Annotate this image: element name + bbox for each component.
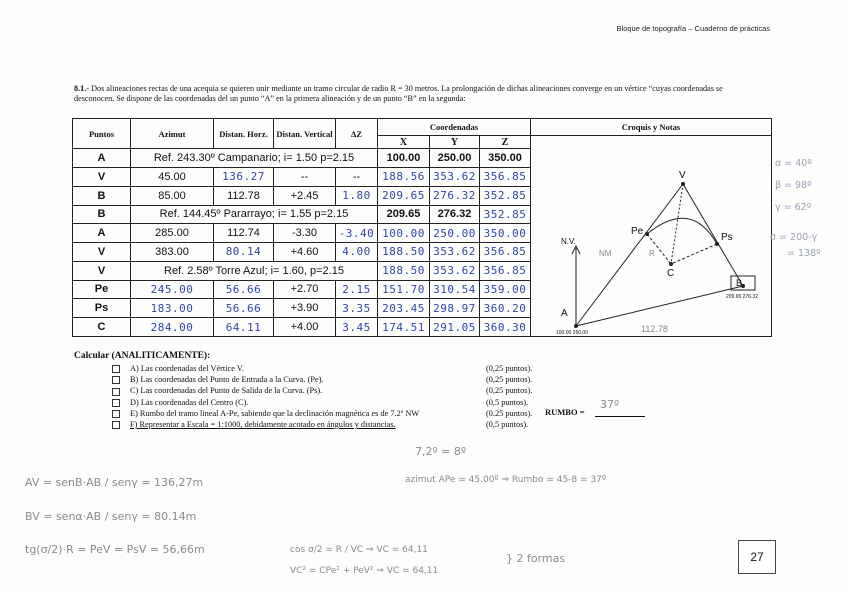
croquis-cell xyxy=(531,136,772,337)
cell-z: 352.85 xyxy=(480,205,531,224)
header-y: Y xyxy=(430,136,480,149)
cell-y: 291.05 xyxy=(430,318,480,337)
checkbox-icon xyxy=(112,399,120,407)
cell-point: A xyxy=(73,224,131,243)
radius-ps xyxy=(671,244,717,264)
cell-point: V xyxy=(73,261,131,280)
label-a-coords: 100.00 250.00 xyxy=(556,330,588,336)
cell-azimut: 45.00 xyxy=(131,168,214,187)
cell-dist-v: +4.60 xyxy=(274,243,336,262)
problem-statement xyxy=(74,84,764,104)
header-croquis: Croquis y Notas xyxy=(531,119,772,136)
point-pe xyxy=(645,232,649,236)
cell-azimut: 85.00 xyxy=(131,186,214,205)
calcular-item: D) Las coordenadas del Centro (C). xyxy=(112,397,419,408)
cell-point: B xyxy=(73,205,131,224)
point-a xyxy=(574,324,578,328)
checkbox-icon xyxy=(112,365,120,373)
circular-curve xyxy=(647,218,717,244)
cell-point: Ps xyxy=(73,299,131,318)
cell-point: Pe xyxy=(73,280,131,299)
label-b-coords: 209.65 276.32 xyxy=(726,294,758,300)
cell-dist-h: 112.78 xyxy=(214,186,274,205)
problem-number: 8.1.- xyxy=(74,84,90,93)
cell-z: 356.85 xyxy=(480,243,531,262)
cell-dist-h: 56.66 xyxy=(214,280,274,299)
label-r: R xyxy=(649,249,655,258)
cell-dist-h: 56.66 xyxy=(214,299,274,318)
cell-z: 350.00 xyxy=(480,149,531,168)
label-ps: Ps xyxy=(721,232,733,243)
cell-x: 188.56 xyxy=(378,168,430,187)
header-dist-vert: Distan. Vertical xyxy=(274,119,336,149)
points-label: (0,5 puntos). xyxy=(486,397,529,407)
rumbo-answer-line xyxy=(595,416,645,417)
cell-x: 151.70 xyxy=(378,280,430,299)
point-v xyxy=(681,182,685,186)
rumbo-value: 37º xyxy=(600,398,620,411)
cell-z: 356.85 xyxy=(480,168,531,187)
cell-x: 100.00 xyxy=(378,224,430,243)
cell-y: 276.32 xyxy=(430,186,480,205)
cell-azimut: 285.00 xyxy=(131,224,214,243)
points-label: (0,25 puntos). xyxy=(486,364,533,373)
cell-dist-v: +2.45 xyxy=(274,186,336,205)
cell-dist-v: +2.70 xyxy=(274,280,336,299)
checkbox-icon xyxy=(112,388,120,396)
checkbox-icon xyxy=(112,421,120,429)
cell-dist-h: 80.14 xyxy=(214,243,274,262)
cell-azimut: 383.00 xyxy=(131,243,214,262)
cell-y: 250.00 xyxy=(430,149,480,168)
cell-y: 250.00 xyxy=(430,224,480,243)
note-azimut: azimut APe = 45.00º ⇒ Rumbo = 45-8 = 37º xyxy=(405,475,607,485)
cell-z: 360.20 xyxy=(480,299,531,318)
cell-dist-v: -- xyxy=(274,168,336,187)
cell-x: 188.50 xyxy=(378,243,430,262)
cell-y: 310.54 xyxy=(430,280,480,299)
label-nv: N.V. xyxy=(561,237,576,246)
cell-reference: Ref. 2.58º Torre Azul; i= 1.60, p=2.15 xyxy=(131,261,378,280)
calcular-points xyxy=(486,363,532,430)
cell-dz: -3.40 xyxy=(336,224,378,243)
cell-x: 209.65 xyxy=(378,205,430,224)
cell-y: 276.32 xyxy=(430,205,480,224)
cell-azimut: 183.00 xyxy=(131,299,214,318)
cell-y: 353.62 xyxy=(430,168,480,187)
cell-point: V xyxy=(73,243,131,262)
cell-reference: Ref. 243.30º Campanario; i= 1.50 p=2.15 xyxy=(131,149,378,168)
cell-dz: 4.00 xyxy=(336,243,378,262)
cell-point: C xyxy=(73,318,131,337)
cell-azimut: 245.00 xyxy=(131,280,214,299)
calcular-title: Calcular (ANALITICAMENTE): xyxy=(74,351,211,361)
rumbo-label: RUMBO = xyxy=(545,407,585,417)
note-pyth: VC² = CPe² + PeV² ⇒ VC = 64,11 xyxy=(290,566,439,576)
note-bv: BV = senα·AB / senγ = 80.14m xyxy=(25,510,197,523)
cell-dz: 2.15 xyxy=(336,280,378,299)
points-label: (0,5 puntos). xyxy=(486,420,529,430)
header-dist-horz: Distan. Horz. xyxy=(214,119,274,149)
cell-dist-h: 136.27 xyxy=(214,168,274,187)
cell-dz: 1.80 xyxy=(336,186,378,205)
cell-z: 356.85 xyxy=(480,261,531,280)
note-declination: 7,2º = 8º xyxy=(415,445,467,458)
cell-y: 353.62 xyxy=(430,243,480,262)
cell-dist-h: 112.74 xyxy=(214,224,274,243)
problem-text: Dos alineaciones rectas de una acequia se quieren unir mediante un tramo circular de radio R = 30 metros. La prolongación de dichas alineaciones converge en un vértice “cuyas coordenadas se desconocen. Se dispone de las coordenadas del un punto “A” en la primera alineación y de un punto “B” en la segunda: xyxy=(74,84,723,103)
cell-x: 209.65 xyxy=(378,186,430,205)
label-b: B xyxy=(736,278,743,288)
alignment-v-b xyxy=(683,184,743,286)
note-cos: cos σ/2 = R / VC ⇒ VC = 64,11 xyxy=(290,545,428,555)
note-sigma-value: = 138º xyxy=(787,248,821,259)
note-tg: tg(σ/2)·R = PeV = PsV = 56,66m xyxy=(25,543,205,556)
cell-dist-h: 64.11 xyxy=(214,318,274,337)
label-pe: Pe xyxy=(631,226,644,237)
label-dist: 112.78 xyxy=(641,324,668,334)
note-sigma: σ = 200-γ xyxy=(770,232,818,243)
calcular-item: C) Las coordenadas del Punto de Salida de la Curva. (Ps). xyxy=(112,385,419,396)
croquis-sketch xyxy=(531,136,771,336)
header-coordenadas: Coordenadas xyxy=(378,119,531,136)
cell-y: 298.97 xyxy=(430,299,480,318)
cell-dist-v: +4.00 xyxy=(274,318,336,337)
points-label: (0,25 puntos). xyxy=(486,375,533,385)
label-v: V xyxy=(679,170,686,181)
points-label: (0.25 puntos). xyxy=(486,408,533,418)
header-z: Z xyxy=(480,136,531,149)
calcular-item: A) Las coordenadas del Vértice V. xyxy=(112,363,419,374)
point-ps xyxy=(715,242,719,246)
cell-x: 203.45 xyxy=(378,299,430,318)
cell-x: 188.50 xyxy=(378,261,430,280)
note-alpha: α = 40º xyxy=(775,158,812,169)
points-label: (0,25 puntos). xyxy=(486,386,533,396)
cell-y: 353.62 xyxy=(430,261,480,280)
data-table xyxy=(72,118,772,337)
cell-z: 360.30 xyxy=(480,318,531,337)
page-header: Bloque de topografía – Cuaderno de prácticas xyxy=(616,24,770,33)
cell-dz: 3.45 xyxy=(336,318,378,337)
cell-reference: Ref. 144.45º Pararrayo; i= 1.55 p=2.15 xyxy=(131,205,378,224)
point-c xyxy=(669,262,673,266)
checkbox-icon xyxy=(112,410,120,418)
cell-point: B xyxy=(73,186,131,205)
cell-dist-v: +3.90 xyxy=(274,299,336,318)
label-c: C xyxy=(667,268,675,279)
cell-z: 350.00 xyxy=(480,224,531,243)
cell-x: 100.00 xyxy=(378,149,430,168)
note-av: AV = senB·AB / senγ = 136,27m xyxy=(25,476,204,489)
label-a: A xyxy=(561,308,568,319)
calcular-list xyxy=(112,363,419,430)
cell-dist-v: -3.30 xyxy=(274,224,336,243)
note-formas: } 2 formas xyxy=(506,552,566,565)
header-puntos: Puntos xyxy=(73,119,131,149)
page-number: 27 xyxy=(738,540,776,574)
checkbox-icon xyxy=(112,376,120,384)
header-azimut: Azimut xyxy=(131,119,214,149)
cell-z: 359.00 xyxy=(480,280,531,299)
note-beta: β = 98º xyxy=(775,180,812,191)
calcular-item: E) Rumbo del tramo lineal A-Pe, sabiendo que la declinación magnética es de 7.2º NW xyxy=(112,408,419,419)
header-x: X xyxy=(378,136,430,149)
note-gamma: γ = 62º xyxy=(775,202,812,213)
cell-dz: 3.35 xyxy=(336,299,378,318)
bisector xyxy=(671,184,683,264)
header-dz: ΔZ xyxy=(336,119,378,149)
cell-z: 352.85 xyxy=(480,186,531,205)
calcular-item: F) Representar a Escala = 1:1000, debidamente acotado en ángulos y distancias. xyxy=(112,419,419,430)
label-nm: NM xyxy=(599,249,612,258)
calcular-item: B) Las coordenadas del Punto de Entrada a la Curva. (Pe). xyxy=(112,374,419,385)
cell-dz: -- xyxy=(336,168,378,187)
cell-x: 174.51 xyxy=(378,318,430,337)
cell-point: V xyxy=(73,168,131,187)
cell-point: A xyxy=(73,149,131,168)
cell-azimut: 284.00 xyxy=(131,318,214,337)
